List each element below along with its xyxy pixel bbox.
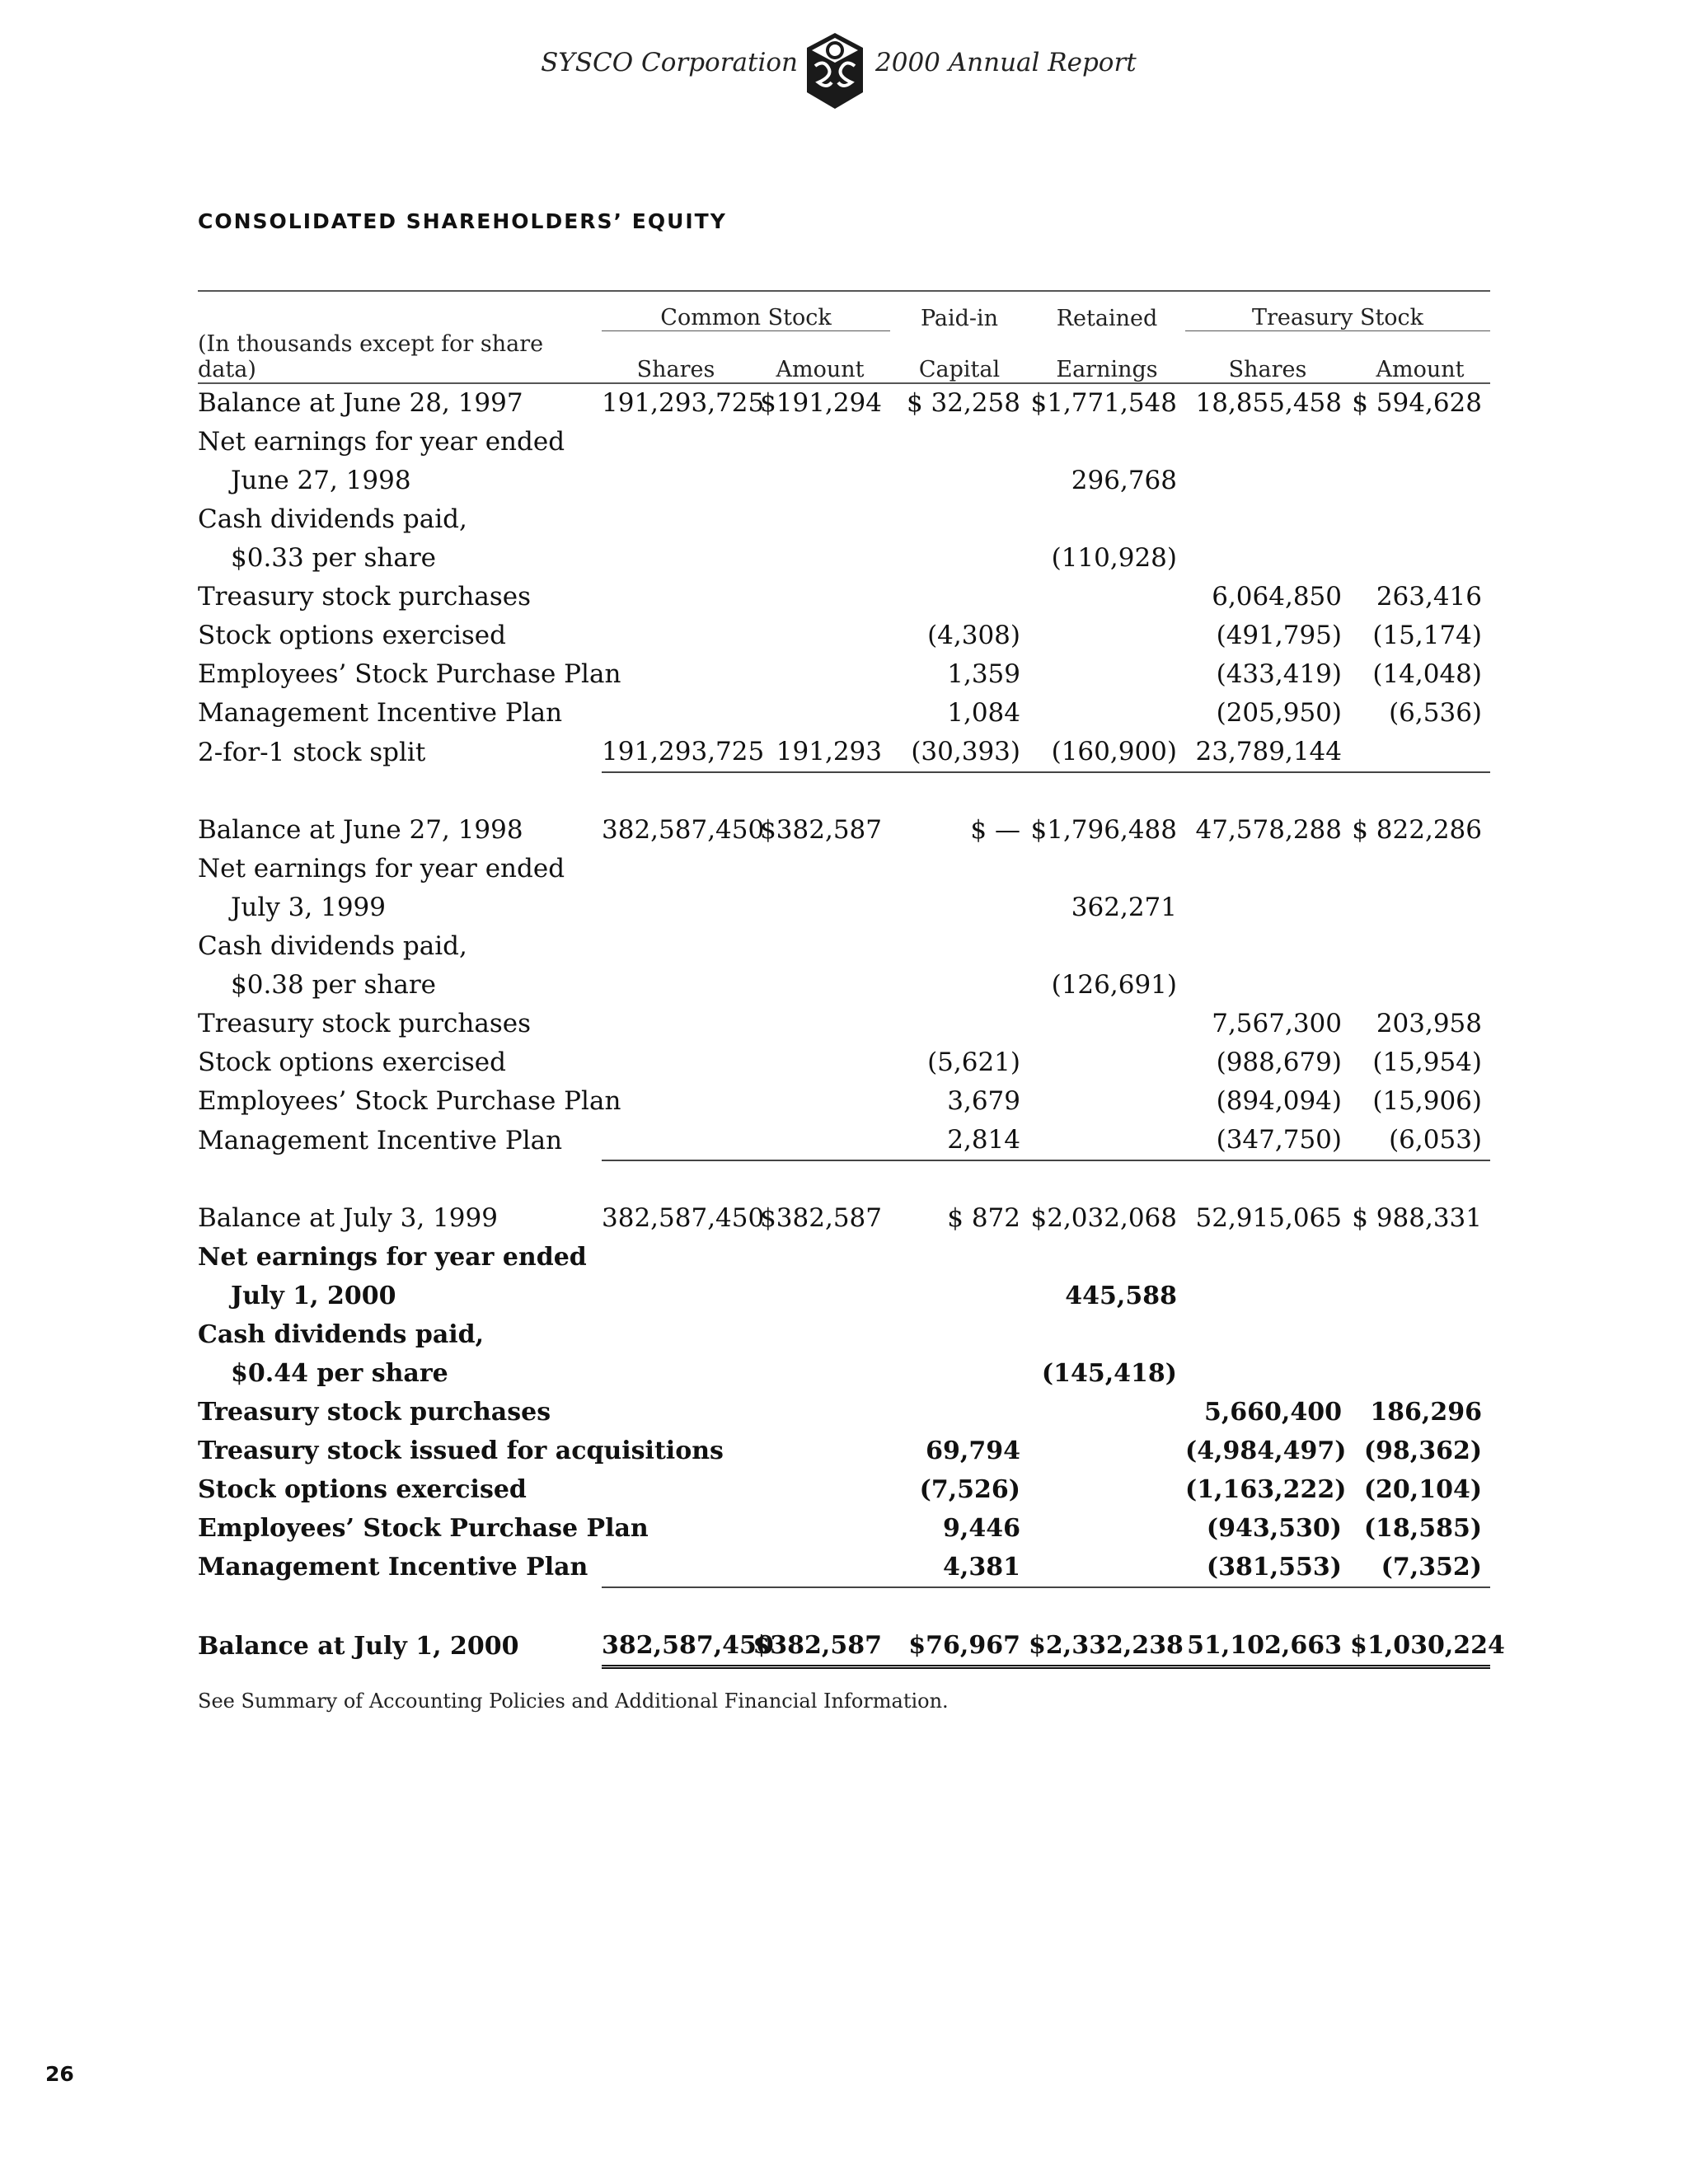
cell-re: 296,768 — [1071, 466, 1177, 495]
cell-re — [1029, 1121, 1185, 1160]
cell-pic: 1,084 — [947, 698, 1020, 728]
cell-cs-amount — [750, 694, 890, 733]
cell-cs-amount — [750, 655, 890, 694]
cell-pic: $ 32,258 — [906, 388, 1020, 418]
units-note: (In thousands except for share data) — [198, 331, 602, 383]
cell-cs-amount — [750, 1121, 890, 1160]
cell-cs-amount — [750, 578, 890, 616]
cell-ts-amount: (15,906) — [1372, 1086, 1483, 1116]
cell-cs-shares: 382,587,450 — [602, 1626, 750, 1667]
cell-ts-shares: (943,530) — [1206, 1513, 1342, 1543]
cell-ts-amount — [1350, 500, 1490, 539]
cell-pic — [890, 1315, 1029, 1354]
row-label: Balance at June 28, 1997 — [198, 388, 523, 418]
row-label: Net earnings for year ended — [198, 1242, 587, 1272]
cell-ts-amount: $ 822,286 — [1352, 815, 1483, 845]
cell-cs-amount: $382,587 — [760, 815, 882, 845]
row-label: Cash dividends paid, — [198, 1319, 485, 1349]
cell-pic — [890, 966, 1029, 1005]
cell-cs-amount — [750, 1432, 890, 1470]
cell-ts-amount — [1350, 888, 1490, 927]
cell-ts-shares: 7,567,300 — [1212, 1009, 1342, 1038]
cell-pic — [890, 1354, 1029, 1393]
cell-pic — [890, 850, 1029, 888]
cell-ts-shares — [1185, 1354, 1350, 1393]
cell-pic — [890, 1238, 1029, 1277]
table-row — [198, 1238, 1490, 1277]
table-row — [198, 383, 1490, 423]
cell-re: $1,771,548 — [1030, 388, 1177, 418]
cell-ts-shares — [1185, 966, 1350, 1005]
cell-cs-shares — [602, 1238, 750, 1277]
cell-ts-amount: $1,030,224 — [1350, 1626, 1490, 1667]
retained-header: Retained — [1029, 291, 1185, 331]
cell-ts-amount — [1350, 1238, 1490, 1277]
cell-ts-shares — [1185, 888, 1350, 927]
cell-re — [1029, 1470, 1185, 1509]
cell-pic: (4,308) — [927, 621, 1020, 650]
row-label: Cash dividends paid, — [198, 931, 467, 961]
cell-re — [1029, 1548, 1185, 1587]
cell-cs-shares — [602, 1082, 750, 1121]
cell-cs-shares — [602, 966, 750, 1005]
paid-in-header: Paid-in — [890, 291, 1029, 331]
cell-pic: $ 872 — [947, 1203, 1020, 1233]
table-row — [198, 1432, 1490, 1470]
common-stock-header: Common Stock — [602, 291, 890, 331]
table-row — [198, 1005, 1490, 1043]
cell-pic: (30,393) — [890, 733, 1029, 772]
cell-cs-shares: 382,587,450 — [602, 815, 765, 845]
row-label: Treasury stock purchases — [198, 1009, 532, 1038]
cell-ts-shares: 23,789,144 — [1185, 733, 1350, 772]
cell-pic — [890, 1393, 1029, 1432]
cell-pic — [890, 539, 1029, 578]
cell-re — [1029, 578, 1185, 616]
cell-ts-amount: 203,958 — [1376, 1009, 1483, 1038]
cell-cs-amount: $191,294 — [760, 388, 882, 418]
cell-pic: 4,381 — [890, 1548, 1029, 1587]
row-label: Net earnings for year ended — [198, 854, 565, 883]
company-name: SYSCO Corporation — [541, 48, 798, 77]
cell-pic — [890, 1005, 1029, 1043]
cell-cs-shares — [602, 500, 750, 539]
row-label: Net earnings for year ended — [198, 427, 565, 457]
cell-ts-amount: 263,416 — [1376, 582, 1483, 612]
cell-pic — [890, 462, 1029, 500]
cell-re — [1029, 500, 1185, 539]
table-row — [198, 423, 1490, 462]
cell-pic — [890, 423, 1029, 462]
cell-cs-shares: 191,293,725 — [602, 733, 750, 772]
page-number: 26 — [45, 2062, 74, 2086]
cell-cs-shares — [602, 1354, 750, 1393]
cell-ts-amount: (18,585) — [1363, 1513, 1483, 1543]
row-label: Employees’ Stock Purchase Plan — [198, 659, 621, 689]
cell-ts-shares — [1185, 423, 1350, 462]
cell-ts-shares: (381,553) — [1185, 1548, 1350, 1587]
cell-re — [1029, 1315, 1185, 1354]
cell-ts-shares: (988,679) — [1216, 1047, 1342, 1077]
cell-cs-amount — [750, 1082, 890, 1121]
cell-re: (145,418) — [1041, 1358, 1177, 1388]
cell-cs-amount — [750, 1005, 890, 1043]
cell-ts-amount — [1350, 423, 1490, 462]
row-label: Management Incentive Plan — [198, 698, 563, 728]
cell-ts-amount: (6,053) — [1350, 1121, 1490, 1160]
cell-re — [1029, 1393, 1185, 1432]
table-row — [198, 500, 1490, 539]
row-label: Employees’ Stock Purchase Plan — [198, 1513, 649, 1543]
cell-ts-amount: 186,296 — [1370, 1397, 1483, 1427]
cell-cs-amount — [750, 1238, 890, 1277]
cell-re — [1029, 1432, 1185, 1470]
cell-cs-shares — [602, 1277, 750, 1315]
row-label: July 3, 1999 — [231, 893, 386, 922]
cell-ts-amount — [1350, 733, 1490, 772]
table-row — [198, 1626, 1490, 1667]
row-label: Management Incentive Plan — [198, 1125, 563, 1155]
cell-ts-amount: $ 988,331 — [1352, 1203, 1483, 1233]
cell-ts-amount — [1350, 1354, 1490, 1393]
cell-cs-shares — [602, 1043, 750, 1082]
cell-ts-shares — [1185, 1315, 1350, 1354]
cell-cs-amount — [750, 966, 890, 1005]
row-label: Stock options exercised — [198, 1047, 506, 1077]
cell-ts-shares: (205,950) — [1216, 698, 1342, 728]
cell-cs-amount — [750, 1393, 890, 1432]
cell-pic: (5,621) — [927, 1047, 1020, 1077]
cell-ts-shares: (4,984,497) — [1185, 1436, 1347, 1465]
cell-cs-amount — [750, 500, 890, 539]
row-label: $0.33 per share — [231, 543, 436, 573]
row-label: $0.44 per share — [231, 1358, 448, 1388]
cell-ts-shares: (894,094) — [1216, 1086, 1342, 1116]
cell-ts-amount: (20,104) — [1363, 1474, 1483, 1504]
cell-ts-shares: (347,750) — [1185, 1121, 1350, 1160]
row-label: Employees’ Stock Purchase Plan — [198, 1086, 621, 1116]
cell-cs-amount: $382,587 — [750, 1626, 890, 1667]
cell-re: $1,796,488 — [1030, 815, 1177, 845]
row-label: Balance at June 27, 1998 — [198, 815, 523, 845]
table-row — [198, 888, 1490, 927]
cell-cs-amount — [750, 927, 890, 966]
cell-ts-shares — [1185, 1238, 1350, 1277]
table-row — [198, 578, 1490, 616]
cell-cs-shares — [602, 850, 750, 888]
table-row — [198, 462, 1490, 500]
table-row — [198, 1082, 1490, 1121]
cell-re — [1029, 616, 1185, 655]
row-label: Treasury stock purchases — [198, 1397, 551, 1427]
cell-re — [1029, 1043, 1185, 1082]
cell-cs-amount — [750, 850, 890, 888]
table-row — [198, 1548, 1490, 1587]
report-name: 2000 Annual Report — [875, 48, 1137, 77]
cell-cs-amount: 191,293 — [750, 733, 890, 772]
treasury-stock-header: Treasury Stock — [1185, 291, 1490, 331]
cell-cs-shares — [602, 462, 750, 500]
table-row — [198, 539, 1490, 578]
row-label: 2-for-1 stock split — [198, 737, 426, 767]
row-label: Balance at July 1, 2000 — [198, 1631, 519, 1661]
cell-ts-shares: (1,163,222) — [1185, 1474, 1347, 1504]
cell-cs-amount — [750, 1277, 890, 1315]
cell-ts-amount: (7,352) — [1350, 1548, 1490, 1587]
cell-ts-shares — [1185, 927, 1350, 966]
row-label: $0.38 per share — [231, 970, 436, 1000]
cell-ts-shares: 51,102,663 — [1185, 1626, 1350, 1667]
cell-cs-shares — [602, 888, 750, 927]
table-row — [198, 1354, 1490, 1393]
cell-cs-shares: 382,587,450 — [602, 1203, 765, 1233]
cell-re — [1029, 655, 1185, 694]
row-label: Treasury stock purchases — [198, 582, 532, 612]
cell-pic: 1,359 — [947, 659, 1020, 689]
row-label: Cash dividends paid, — [198, 504, 467, 534]
cell-re: (160,900) — [1029, 733, 1185, 772]
cell-cs-shares — [602, 423, 750, 462]
cell-pic — [890, 1277, 1029, 1315]
cell-ts-shares — [1185, 1277, 1350, 1315]
cell-ts-shares — [1185, 850, 1350, 888]
cs-amount-header: Amount — [750, 331, 890, 383]
cell-ts-amount — [1350, 927, 1490, 966]
cell-ts-shares: 47,578,288 — [1195, 815, 1342, 845]
cell-cs-amount — [750, 539, 890, 578]
row-label: Stock options exercised — [198, 621, 506, 650]
header-row-1 — [198, 291, 1490, 331]
cell-cs-amount — [750, 1548, 890, 1587]
cell-cs-shares — [602, 616, 750, 655]
spacer-row — [198, 1587, 1490, 1626]
cell-ts-amount: (14,048) — [1372, 659, 1483, 689]
cell-cs-amount — [750, 423, 890, 462]
cell-pic — [890, 927, 1029, 966]
cell-cs-shares — [602, 1470, 750, 1509]
cell-re: 445,588 — [1065, 1281, 1177, 1310]
cell-re — [1029, 694, 1185, 733]
cell-cs-shares — [602, 1315, 750, 1354]
cell-pic: 3,679 — [947, 1086, 1020, 1116]
cell-re: $2,032,068 — [1030, 1203, 1177, 1233]
cell-re — [1029, 1082, 1185, 1121]
table-row — [198, 1315, 1490, 1354]
cell-re — [1029, 423, 1185, 462]
cell-ts-shares: (491,795) — [1216, 621, 1342, 650]
cell-cs-amount — [750, 1509, 890, 1548]
footnote: See Summary of Accounting Policies and Additional Financial Information. — [198, 1690, 949, 1713]
row-label: Management Incentive Plan — [198, 1553, 588, 1582]
table-row — [198, 966, 1490, 1005]
cell-ts-amount: $ 594,628 — [1352, 388, 1483, 418]
cell-pic: $76,967 — [890, 1626, 1029, 1667]
cell-cs-amount — [750, 1043, 890, 1082]
cell-pic — [890, 500, 1029, 539]
equity-table — [198, 290, 1505, 1669]
cell-cs-amount — [750, 1315, 890, 1354]
cell-ts-shares: 18,855,458 — [1195, 388, 1342, 418]
table-row — [198, 1277, 1490, 1315]
cell-cs-amount — [750, 1354, 890, 1393]
sysco-cube-logo-icon — [804, 30, 866, 112]
cell-pic: $ — — [970, 815, 1020, 845]
cell-cs-amount — [750, 616, 890, 655]
cell-ts-shares — [1185, 462, 1350, 500]
row-label: Treasury stock issued for acquisitions — [198, 1436, 724, 1465]
cell-cs-shares — [602, 1393, 750, 1432]
cell-ts-shares — [1185, 500, 1350, 539]
cell-cs-shares — [602, 539, 750, 578]
row-label: Stock options exercised — [198, 1474, 527, 1504]
ts-shares-header: Shares — [1185, 331, 1350, 383]
cs-shares-header: Shares — [602, 331, 750, 383]
cell-ts-shares: 5,660,400 — [1203, 1397, 1342, 1427]
cell-cs-shares — [602, 655, 750, 694]
cell-re — [1029, 1005, 1185, 1043]
cell-ts-amount: (98,362) — [1363, 1436, 1483, 1465]
cell-cs-shares — [602, 694, 750, 733]
cell-cs-shares — [602, 1121, 750, 1160]
table-row — [198, 1393, 1490, 1432]
cell-cs-shares — [602, 578, 750, 616]
table-row — [198, 927, 1490, 966]
cell-ts-amount — [1350, 539, 1490, 578]
table-row — [198, 850, 1490, 888]
table-row — [198, 694, 1490, 733]
table-row — [198, 1199, 1490, 1238]
cell-pic: 9,446 — [943, 1513, 1020, 1543]
row-label: July 1, 2000 — [231, 1281, 396, 1310]
cell-ts-shares: 6,064,850 — [1212, 582, 1342, 612]
cell-re: (110,928) — [1051, 543, 1177, 573]
table-row — [198, 811, 1490, 850]
spacer-row — [198, 1160, 1490, 1199]
cell-re — [1029, 1238, 1185, 1277]
spacer-row — [198, 772, 1490, 811]
cell-cs-shares: 191,293,725 — [602, 388, 765, 418]
cell-cs-shares — [602, 927, 750, 966]
cell-pic: 2,814 — [890, 1121, 1029, 1160]
earnings-header: Earnings — [1029, 331, 1185, 383]
cell-re: 362,271 — [1071, 893, 1177, 922]
table-row — [198, 1043, 1490, 1082]
cell-ts-shares: (433,419) — [1216, 659, 1342, 689]
section-title: CONSOLIDATED SHAREHOLDERS’ EQUITY — [198, 209, 727, 233]
cell-pic: 69,794 — [926, 1436, 1020, 1465]
cell-re: (126,691) — [1051, 970, 1177, 1000]
ts-amount-header: Amount — [1350, 331, 1490, 383]
cell-pic — [890, 578, 1029, 616]
cell-ts-shares — [1185, 539, 1350, 578]
cell-re — [1029, 927, 1185, 966]
cell-ts-amount: (6,536) — [1389, 698, 1483, 728]
row-label: Balance at July 3, 1999 — [198, 1203, 498, 1233]
cell-pic — [890, 888, 1029, 927]
cell-ts-shares: 52,915,065 — [1195, 1203, 1342, 1233]
cell-pic: (7,526) — [919, 1474, 1020, 1504]
cell-re — [1029, 850, 1185, 888]
table-row — [198, 1470, 1490, 1509]
cell-cs-amount — [750, 888, 890, 927]
cell-cs-amount: $382,587 — [760, 1203, 882, 1233]
cell-cs-amount — [750, 1470, 890, 1509]
cell-cs-amount — [750, 462, 890, 500]
page-header — [0, 48, 1688, 138]
cell-ts-amount — [1350, 462, 1490, 500]
table-row — [198, 1121, 1490, 1160]
cell-re: $2,332,238 — [1029, 1626, 1185, 1667]
cell-cs-shares — [602, 1005, 750, 1043]
cell-re — [1029, 1509, 1185, 1548]
cell-ts-amount — [1350, 966, 1490, 1005]
cell-ts-amount: (15,954) — [1372, 1047, 1483, 1077]
cell-ts-amount: (15,174) — [1372, 621, 1483, 650]
capital-header: Capital — [890, 331, 1029, 383]
cell-cs-shares — [602, 1548, 750, 1587]
table-row — [198, 733, 1490, 772]
cell-ts-amount — [1350, 1315, 1490, 1354]
row-label: June 27, 1998 — [231, 466, 411, 495]
table-row — [198, 655, 1490, 694]
table-row — [198, 616, 1490, 655]
header-row-2 — [198, 331, 1490, 383]
cell-ts-amount — [1350, 850, 1490, 888]
cell-ts-amount — [1350, 1277, 1490, 1315]
table-row — [198, 1509, 1490, 1548]
